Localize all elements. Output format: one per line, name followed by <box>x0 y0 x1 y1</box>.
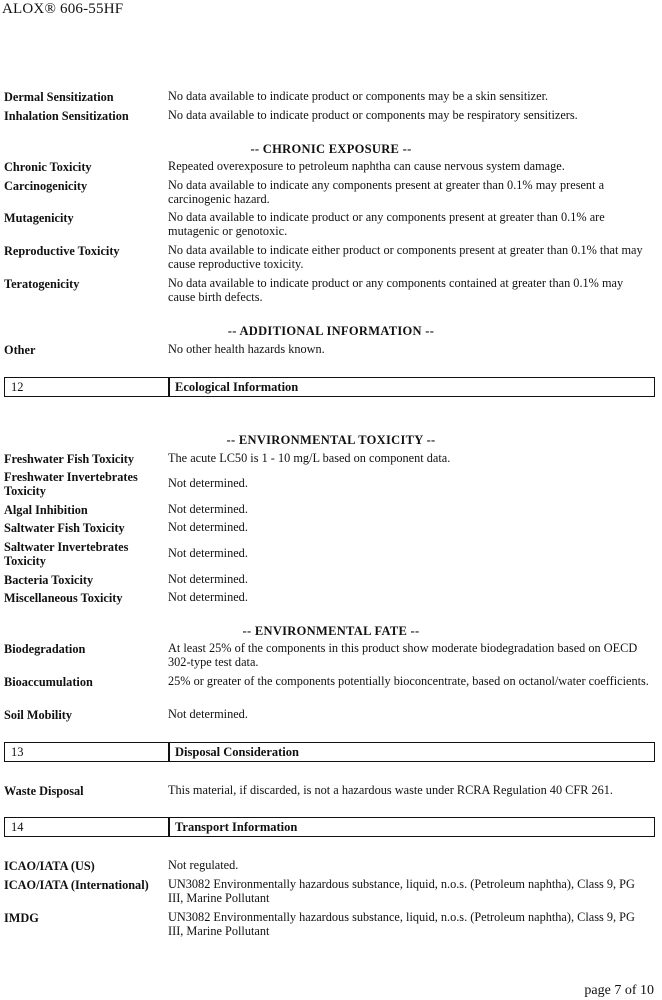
field-label: Waste Disposal <box>4 784 84 798</box>
section-13-header <box>4 742 655 762</box>
field-label: Bacteria Toxicity <box>4 573 94 587</box>
field-value: Not determined. <box>168 707 248 721</box>
field-value: Not determined. <box>168 572 248 586</box>
field-label: Miscellaneous Toxicity <box>4 591 123 605</box>
field-value: Not determined. <box>168 476 248 490</box>
field-label: Chronic Toxicity <box>4 160 92 174</box>
environmental-toxicity-heading: -- ENVIRONMENTAL TOXICITY -- <box>226 433 436 447</box>
section-number: 13 <box>11 745 24 759</box>
field-label: Teratogenicity <box>4 277 80 291</box>
field-label: Mutagenicity <box>4 211 74 225</box>
field-label: Bioaccumulation <box>4 675 93 689</box>
additional-information-heading: -- ADDITIONAL INFORMATION -- <box>227 324 435 338</box>
section-number: 12 <box>11 380 24 394</box>
field-value: No data available to indicate any components present at greater than 0.1% may present a carcinogenic hazard. <box>168 178 605 206</box>
field-label: Biodegradation <box>4 642 86 656</box>
chronic-exposure-heading: -- CHRONIC EXPOSURE -- <box>250 142 412 156</box>
field-value: Not determined. <box>168 546 248 560</box>
field-value: UN3082 Environmentally hazardous substance, liquid, n.o.s. (Petroleum naphtha), Class 9, PG III, Marine Pollutant <box>168 910 635 938</box>
field-value: UN3082 Environmentally hazardous substance, liquid, n.o.s. (Petroleum naphtha), Class 9, PG III, Marine Pollutant <box>168 877 635 905</box>
field-value: Not determined. <box>168 502 248 516</box>
document-title: ALOX® 606-55HF <box>2 1 124 17</box>
field-value: No data available to indicate product or any components contained at greater than 0.1% may cause birth defects. <box>168 276 624 304</box>
field-label: Soil Mobility <box>4 708 72 722</box>
field-label: Carcinogenicity <box>4 179 88 193</box>
field-label: Other <box>4 343 36 357</box>
section-divider <box>168 378 170 396</box>
field-value: No data available to indicate product or any components present at greater than 0.1% are mutagenic or genotoxic. <box>168 210 605 238</box>
field-value: No data available to indicate product or components may be respiratory sensitizers. <box>168 108 578 122</box>
field-label: Reproductive Toxicity <box>4 244 120 258</box>
field-label: Freshwater Invertebrates Toxicity <box>4 470 138 498</box>
field-value: 25% or greater of the components potentially bioconcentrate, based on octanol/water coefficients. <box>168 674 649 688</box>
section-divider <box>168 818 170 836</box>
field-value: No data available to indicate product or components may be a skin sensitizer. <box>168 89 549 103</box>
section-12-header <box>4 377 655 397</box>
field-value: This material, if discarded, is not a hazardous waste under RCRA Regulation 40 CFR 261. <box>168 783 614 797</box>
section-title: Ecological Information <box>175 380 299 394</box>
section-divider <box>168 743 170 761</box>
field-value: At least 25% of the components in this product show moderate biodegradation based on OECD 302-type test data. <box>168 641 638 669</box>
field-label: Inhalation Sensitization <box>4 109 129 123</box>
field-value: Repeated overexposure to petroleum naphtha can cause nervous system damage. <box>168 159 565 173</box>
field-value: Not determined. <box>168 590 248 604</box>
field-label: Freshwater Fish Toxicity <box>4 452 135 466</box>
field-value: No data available to indicate either product or components present at greater than 0.1% that may cause reproductive toxicity. <box>168 243 643 271</box>
field-label: ICAO/IATA (US) <box>4 859 95 873</box>
field-label: Algal Inhibition <box>4 503 88 517</box>
field-label: Saltwater Fish Toxicity <box>4 521 125 535</box>
section-title: Transport Information <box>175 820 298 834</box>
section-title: Disposal Consideration <box>175 745 299 759</box>
field-label: Saltwater Invertebrates Toxicity <box>4 540 129 568</box>
section-number: 14 <box>11 820 24 834</box>
field-value: No other health hazards known. <box>168 342 325 356</box>
field-value: Not determined. <box>168 520 248 534</box>
field-value: The acute LC50 is 1 - 10 mg/L based on component data. <box>168 451 451 465</box>
environmental-fate-heading: -- ENVIRONMENTAL FATE -- <box>242 624 420 638</box>
field-label: IMDG <box>4 911 39 925</box>
field-label: Dermal Sensitization <box>4 90 114 104</box>
page-number: page 7 of 10 <box>584 983 654 998</box>
section-14-header <box>4 817 655 837</box>
field-value: Not regulated. <box>168 858 239 872</box>
field-label: ICAO/IATA (International) <box>4 878 149 892</box>
